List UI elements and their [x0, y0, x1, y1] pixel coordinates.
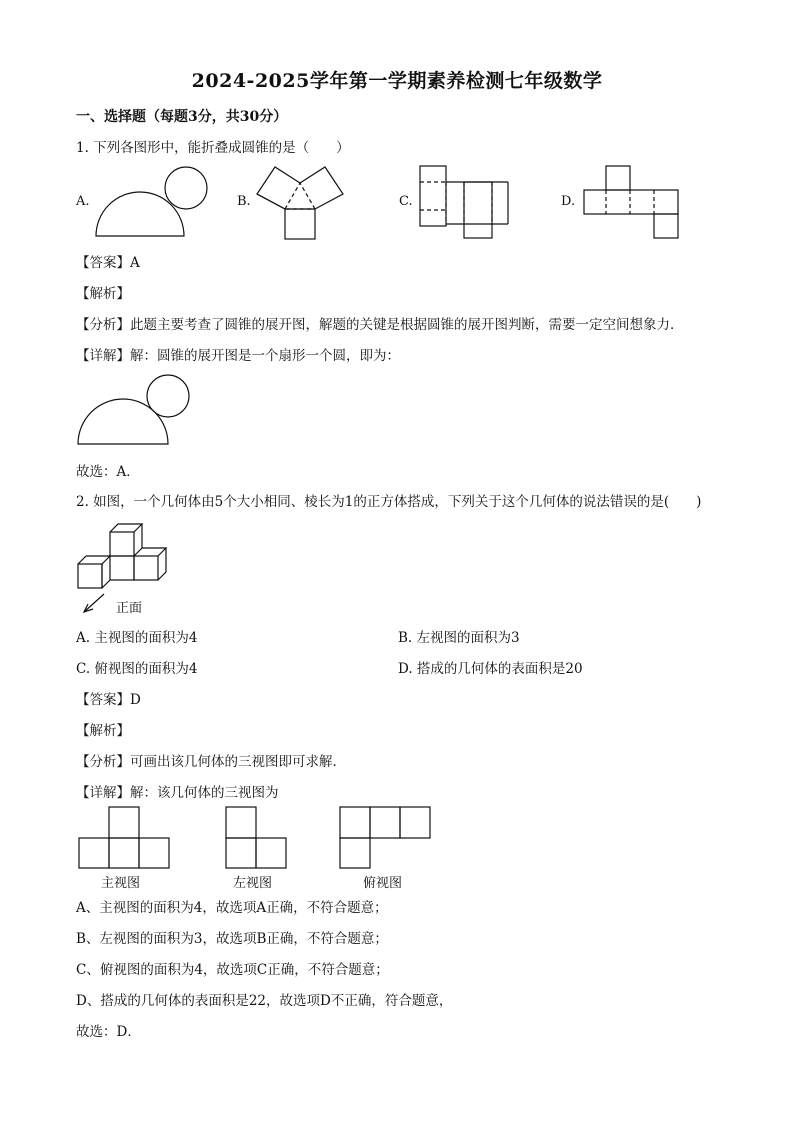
q2-explain-c: C、俯视图的面积为4，故选项C正确，不符合题意； — [76, 962, 389, 978]
q2-left-view — [225, 806, 287, 870]
q1-stem: 1. 下列各图形中，能折叠成圆锥的是（ ） — [76, 140, 350, 156]
q2-option-a: A. 主视图的面积为4 — [76, 630, 198, 646]
q2-option-d: D. 搭成的几何体的表面积是20 — [398, 661, 583, 677]
q2-analysis-label: 【解析】 — [76, 723, 130, 739]
q2-front-view-label: 主视图 — [101, 876, 141, 891]
q1-detail: 【详解】解：圆锥的展开图是一个扇形一个圆，即为： — [76, 348, 400, 364]
q1-option-d-label: D. — [561, 194, 576, 209]
q1-option-b-label: B. — [237, 194, 251, 209]
q1-answer: 【答案】A — [76, 255, 140, 271]
q1-option-a-label: A. — [76, 194, 90, 209]
q2-left-view-label: 左视图 — [233, 876, 273, 891]
q2-answer: 【答案】D — [76, 692, 141, 708]
q1-cone-net-figure — [76, 372, 196, 448]
q1-analysis-label: 【解析】 — [76, 286, 130, 302]
q2-conclusion: 故选：D． — [76, 1024, 141, 1040]
q1-option-d-figure — [582, 164, 686, 242]
q1-option-a-figure — [94, 164, 214, 242]
q2-stem: 2. 如图，一个几何体由5个大小相同、棱长为1的正方体搭成，下列关于这个几何体的说法错误的是( ) — [76, 494, 702, 510]
q1-fenxi: 【分析】此题主要考查了圆锥的展开图，解题的关键是根据圆锥的展开图判断，需要一定空间想象力． — [76, 317, 684, 333]
q2-top-view — [339, 806, 431, 870]
q1-option-c-figure — [418, 162, 518, 242]
q2-explain-a: A、主视图的面积为4，故选项A正确，不符合题意； — [76, 900, 388, 916]
q1-conclusion: 故选：A． — [76, 464, 140, 480]
section-heading: 一、选择题（每题3分，共30分） — [76, 109, 288, 125]
q1-option-c-label: C. — [399, 194, 413, 209]
page-title: 2024-2025学年第一学期素养检测七年级数学 — [191, 70, 603, 92]
q2-explain-d: D、搭成的几何体的表面积是22，故选项D不正确，符合题意， — [76, 993, 453, 1009]
q2-fenxi: 【分析】可画出该几何体的三视图即可求解． — [76, 754, 346, 770]
q2-explain-b: B、左视图的面积为3，故选项B正确，不符合题意； — [76, 931, 388, 947]
q2-top-view-label: 俯视图 — [363, 876, 403, 891]
q2-option-b: B. 左视图的面积为3 — [398, 630, 520, 646]
q2-front-label: 正面 — [116, 601, 143, 616]
q1-option-b-figure — [255, 162, 365, 242]
q2-option-c: C. 俯视图的面积为4 — [76, 661, 198, 677]
q2-front-view — [78, 806, 170, 870]
q2-detail: 【详解】解：该几何体的三视图为 — [76, 785, 279, 801]
